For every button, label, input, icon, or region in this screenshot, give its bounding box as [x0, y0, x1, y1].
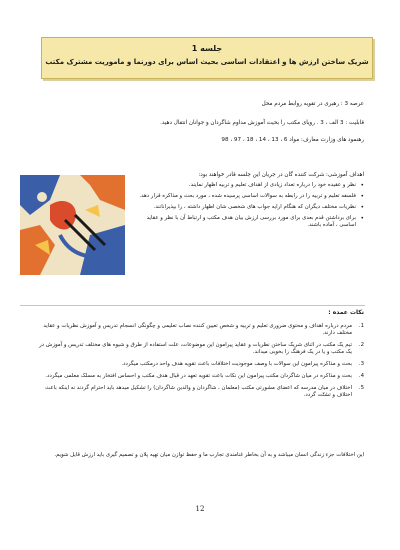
- list-item: • برای برداشتن قدم بعدی برای مورد بررسی ارزش بیان هدف مکتب و ارتباط آن با نظر و عقاید اساسی ، آماده باشند.: [146, 215, 364, 228]
- page-number: 12: [195, 505, 205, 513]
- learning-goals-intro: اهداف آموزشی: شرکت کننده گان در جریان این جلسه قادر خواهند بود:: [198, 172, 364, 178]
- list-item: 1. مردم درباره اهداف و محتوی ضروری تعلیم و تربیه و شخص تعیین کننده نصاب تعلیمی و چگونگی انسجام تدریس و آموزش نظریات و عقاید مختلف دارند.: [43, 323, 364, 336]
- list-item: 2. تیم یک مکتب در اثنای شریک ساختن نظریات و عقاید پیرامون این موضوعات، علت استفاده از طرق و شیوه های مختلف تدریس و آموزش در یک مکتب و یا در یک فرهنگ را بخوبی میداند.: [39, 342, 364, 355]
- session-title: شریک ساختن ارزش ها و اعتقادات اساسی بحیث اساس برای دورنما و ماموریت مشترک مکتب: [45, 58, 369, 66]
- list-item: • نظریات مختلف دیگران که هنگام ارایه جواب های شخصی شان اظهار داشته ، را بپذیرانانند.: [153, 204, 364, 211]
- list-item: 5. اختلاف در میان مدرسه که اعضای مشورتی مکتب (معلمان ، شاگردان و والدین شاگردان) را تشکیل میدهد باید احترام گردند نه اینکه باعث اختلاف و تشتّت گردد.: [45, 385, 364, 398]
- list-item: 3. بحث و مذاکره پیرامون این سوالات با وصف موجودیت اختلافات باعث تقویه هدف واحد درمکتب میگردد.: [121, 361, 364, 367]
- decorative-illustration: [20, 175, 125, 275]
- list-item: 4. بحث و مذاکره در میان شاگردان مکتب پیرامون این نکات باعث تقویه تعهد در قبال هدف مکتب و احساس افتخار به مسلک معلمی میگردد.: [45, 373, 364, 379]
- key-points-list: [34, 323, 364, 404]
- section-divider: [20, 305, 365, 306]
- list-item: • نظر و عقیده خود را درباره تعداد زیادی از اهداف تعلیم و تربیه اظهار نمایند.: [188, 182, 364, 189]
- area-line: عرصه 3 : رهبری در تقویه روابط مردم محل: [261, 101, 364, 107]
- guide-line: رهنمود های وزارت معارف: مواد 6 ، 13 ، 14 ، 18 ، 97 ، 98: [221, 137, 364, 143]
- learning-goals-list: [132, 182, 364, 233]
- competency-line: قابلیت : 3 الف ، 3 . رویای مکتب را بحیث آموزش مداوم شاگردان و جوانان انتقال دهید.: [160, 120, 364, 126]
- key-points-heading: نکات عمده :: [328, 309, 364, 316]
- list-item: • فلسفه تعلیم و تربیه را در رابطه به سوالات اساسی پرسیده شده ، مورد بحث و مذاکره قرار دهد.: [139, 193, 364, 200]
- session-number: جلسه 1: [191, 44, 223, 53]
- session-title-box: [41, 37, 373, 79]
- closing-paragraph: این اختلافات جزء زندگی انسان میباشد و به آن بخاطر غنامندی تجارب ما و حفظ توازن میان تهیه پلان و تصمیم گیری باید ارزش قایل شویم.: [54, 452, 364, 458]
